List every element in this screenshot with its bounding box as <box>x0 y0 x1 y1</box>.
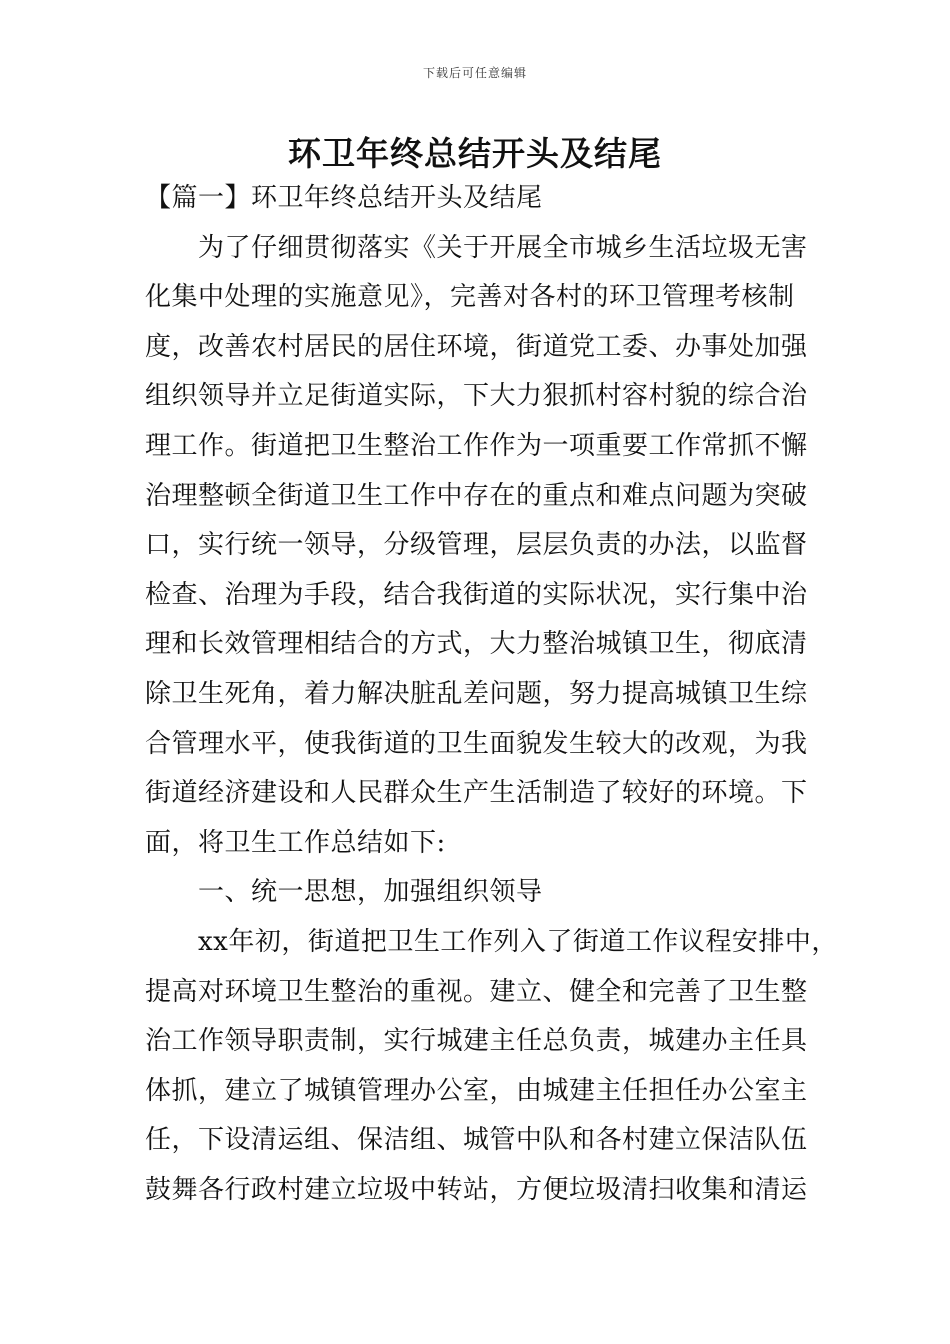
page-header: 下载后可任意编辑 <box>422 66 527 80</box>
body-line: xx年初，街道把卫生工作列入了街道工作议程安排中， <box>145 926 838 957</box>
body-line: 面，将卫生工作总结如下: <box>145 827 446 858</box>
body-line: 理和长效管理相结合的方式，大力整治城镇卫生，彻底清 <box>145 629 808 660</box>
body-line: 治工作领导职责制，实行城建主任总负责，城建办主任具 <box>145 1026 808 1057</box>
body-line: 度，改善农村居民的居住环境，街道党工委、办事处加强 <box>145 331 808 362</box>
document-body <box>145 174 838 1215</box>
body-line: 治理整顿全街道卫生工作中存在的重点和难点问题为突破 <box>145 480 808 511</box>
body-line: 鼓舞各行政村建立垃圾中转站，方便垃圾清扫收集和清运 <box>145 1174 808 1205</box>
body-line: 组织领导并立足街道实际，下大力狠抓村容村貌的综合治 <box>145 381 808 412</box>
body-line: 口，实行统一领导，分级管理，层层负责的办法，以监督 <box>145 530 808 561</box>
body-line: 化集中处理的实施意见》，完善对各村的环卫管理考核制 <box>145 282 795 313</box>
body-line: 街道经济建设和人民群众生产生活制造了较好的环境。下 <box>145 778 808 809</box>
document-title: 环卫年终总结开头及结尾 <box>288 134 662 173</box>
body-line: 体抓，建立了城镇管理办公室，由城建主任担任办公室主 <box>145 1075 808 1106</box>
body-line: 理工作。街道把卫生整治工作作为一项重要工作常抓不懈 <box>145 430 808 461</box>
body-line: 为了仔细贯彻落实《关于开展全市城乡生活垃圾无害 <box>145 232 808 263</box>
subsection-heading: 一、统一思想，加强组织领导 <box>145 877 543 908</box>
body-line: 除卫生死角，着力解决脏乱差问题，努力提高城镇卫生综 <box>145 678 808 709</box>
body-line: 提高对环境卫生整治的重视。建立、健全和完善了卫生整 <box>145 976 808 1007</box>
body-line: 合管理水平，使我街道的卫生面貌发生较大的改观，为我 <box>145 728 808 759</box>
body-line: 任，下设清运组、保洁组、城管中队和各村建立保洁队伍 <box>145 1125 808 1156</box>
section-heading: 【篇一】环卫年终总结开头及结尾 <box>145 183 543 213</box>
body-line: 检查、治理为手段，结合我街道的实际状况，实行集中治 <box>145 579 808 610</box>
